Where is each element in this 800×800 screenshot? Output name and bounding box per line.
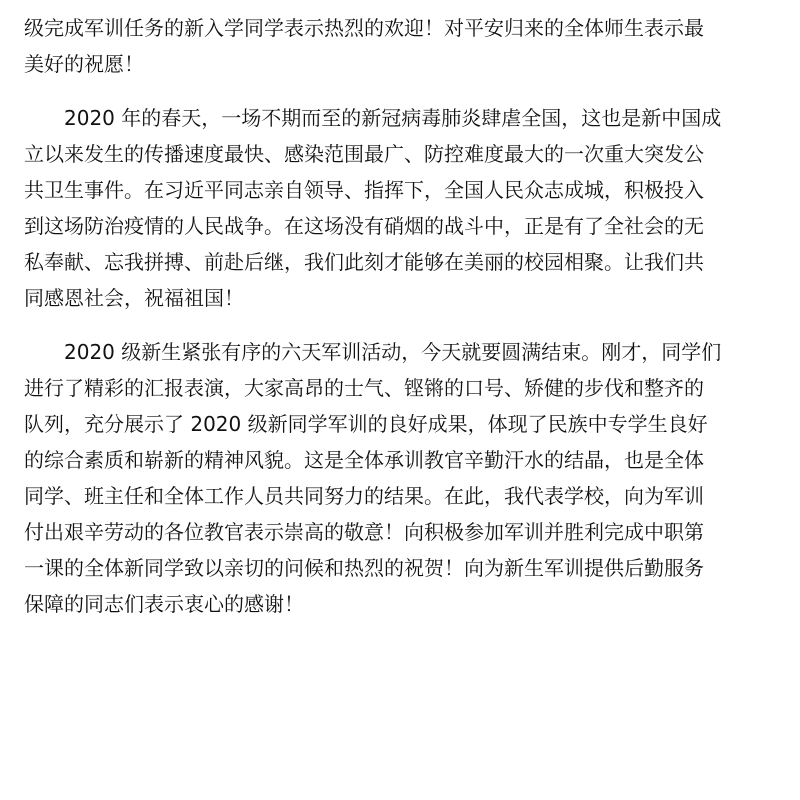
text-line: 2020 级新生紧张有序的六天军训活动，今天就要圆满结束。刚才，同学们 bbox=[64, 340, 722, 364]
paragraph-3 bbox=[24, 334, 752, 622]
document-page bbox=[24, 0, 752, 800]
text-line: 立以来发生的传播速度最快、感染范围最广、防控难度最大的一次重大突发公 bbox=[24, 142, 704, 166]
text-line: 队列，充分展示了 2020 级新同学军训的良好成果，体现了民族中专学生良好 bbox=[24, 412, 708, 436]
text-line: 美好的祝愿！ bbox=[24, 52, 144, 76]
text-line: 同学、班主任和全体工作人员共同努力的结果。在此，我代表学校，向为军训 bbox=[24, 484, 704, 508]
text-line: 共卫生事件。在习近平同志亲自领导、指挥下，全国人民众志成城，积极投入 bbox=[24, 178, 704, 202]
paragraph-1 bbox=[24, 10, 752, 82]
text-line: 2020 年的春天，一场不期而至的新冠病毒肺炎肆虐全国，这也是新中国成 bbox=[64, 106, 722, 130]
text-line: 进行了精彩的汇报表演，大家高昂的士气、铿锵的口号、矫健的步伐和整齐的 bbox=[24, 376, 704, 400]
paragraph-gap bbox=[24, 316, 752, 334]
text-line: 一课的全体新同学致以亲切的问候和热烈的祝贺！向为新生军训提供后勤服务 bbox=[24, 556, 704, 580]
text-line: 保障的同志们表示衷心的感谢！ bbox=[24, 592, 304, 616]
paragraph-2 bbox=[24, 100, 752, 316]
paragraph-gap bbox=[24, 82, 752, 100]
text-line: 付出艰辛劳动的各位教官表示崇高的敬意！向积极参加军训并胜利完成中职第 bbox=[24, 520, 704, 544]
text-line: 到这场防治疫情的人民战争。在这场没有硝烟的战斗中，正是有了全社会的无 bbox=[24, 214, 704, 238]
text-line: 的综合素质和崭新的精神风貌。这是全体承训教官辛勤汗水的结晶，也是全体 bbox=[24, 448, 704, 472]
text-line: 级完成军训任务的新入学同学表示热烈的欢迎！对平安归来的全体师生表示最 bbox=[24, 16, 704, 40]
text-line: 同感恩社会，祝福祖国！ bbox=[24, 286, 244, 310]
text-line: 私奉献、忘我拼搏、前赴后继，我们此刻才能够在美丽的校园相聚。让我们共 bbox=[24, 250, 704, 274]
